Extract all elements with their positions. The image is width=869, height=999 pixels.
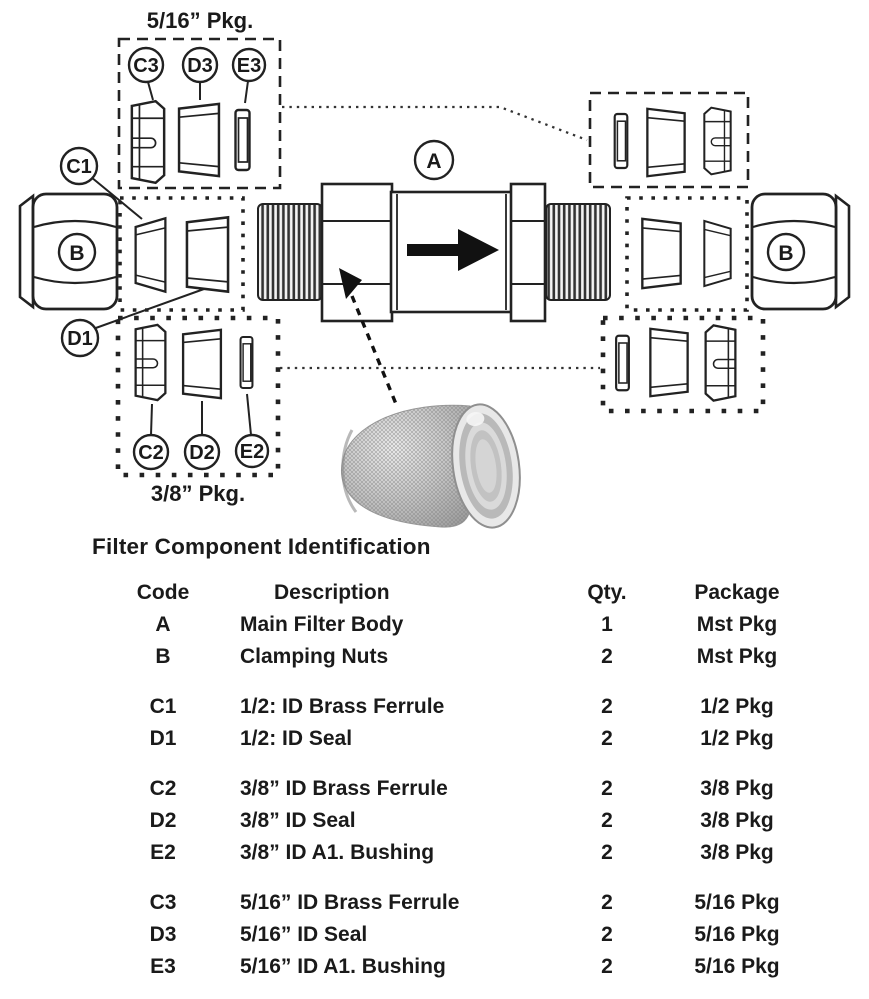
- ferrule-c1: [136, 218, 166, 292]
- ferrule-c3: [132, 101, 164, 183]
- col-header-code: Code: [136, 580, 190, 604]
- cell-code: D3: [149, 922, 177, 946]
- col-header-description: Description: [274, 580, 390, 604]
- bushing-right-bottom: [616, 336, 629, 391]
- cell-package: 5/16 Pkg: [694, 890, 780, 914]
- cell-package: 5/16 Pkg: [694, 922, 780, 946]
- seal-d2: [183, 330, 221, 398]
- cell-qty: 2: [601, 726, 613, 750]
- cell-code: E2: [150, 840, 176, 864]
- cell-code: C3: [149, 890, 177, 914]
- filter-screen-photo: [341, 400, 527, 532]
- cell-description: 5/16” ID A1. Bushing: [240, 954, 446, 978]
- pkg-38-label: 3/8” Pkg.: [150, 481, 246, 506]
- cell-qty: 2: [601, 840, 613, 864]
- table-row: [98, 772, 798, 804]
- ferrule-right-mid: [704, 221, 730, 286]
- bushing-right-top: [615, 114, 628, 168]
- page-title: Filter Component Identification: [92, 534, 431, 559]
- cell-code: A: [155, 612, 171, 636]
- table-row: [98, 722, 798, 754]
- cell-package: 3/8 Pkg: [700, 840, 774, 864]
- connector-dots-top: [282, 107, 587, 140]
- component-table: [98, 576, 798, 982]
- table-row: [98, 804, 798, 836]
- cell-qty: 2: [601, 776, 613, 800]
- cell-qty: 2: [601, 890, 613, 914]
- cell-description: 3/8” ID Brass Ferrule: [240, 776, 448, 800]
- seal-d3: [179, 104, 219, 176]
- cell-description: 5/16” ID Brass Ferrule: [240, 890, 460, 914]
- label-d2: D2: [189, 442, 215, 464]
- cell-qty: 2: [601, 694, 613, 718]
- cell-package: 5/16 Pkg: [694, 954, 780, 978]
- bushing-e2: [241, 337, 253, 388]
- cell-package: Mst Pkg: [696, 612, 778, 636]
- cell-code: C2: [149, 776, 177, 800]
- cell-package: 3/8 Pkg: [700, 808, 774, 832]
- cell-description: 1/2: ID Seal: [240, 726, 353, 750]
- table-row: [98, 886, 798, 918]
- label-d3: D3: [187, 55, 213, 77]
- ferrule-right-bottom: [706, 325, 736, 400]
- cell-package: 1/2 Pkg: [700, 694, 774, 718]
- cell-package: 1/2 Pkg: [700, 726, 774, 750]
- cell-description: 5/16” ID Seal: [240, 922, 368, 946]
- label-d1: D1: [67, 328, 93, 350]
- label-a: A: [426, 150, 442, 173]
- table-row: [98, 836, 798, 868]
- label-b-right: B: [778, 242, 794, 265]
- pkg-516-label: 5/16” Pkg.: [146, 8, 254, 33]
- table-row: [98, 690, 798, 722]
- ferrule-c2: [136, 325, 166, 400]
- cell-description: 3/8” ID A1. Bushing: [240, 840, 435, 864]
- cell-qty: 2: [601, 922, 613, 946]
- cell-qty: 1: [601, 612, 613, 636]
- label-e3: E3: [236, 55, 262, 77]
- table-row: [98, 918, 798, 950]
- cell-code: D1: [149, 726, 177, 750]
- label-c1: C1: [66, 156, 92, 178]
- seal-d1: [187, 217, 228, 291]
- label-b-left: B: [69, 242, 85, 265]
- col-header-qty: Qty.: [587, 580, 627, 604]
- cell-description: 1/2: ID Brass Ferrule: [240, 694, 445, 718]
- cell-description: 3/8” ID Seal: [240, 808, 356, 832]
- table-header-row: [98, 576, 798, 608]
- label-c2: C2: [138, 442, 164, 464]
- table-row: [98, 950, 798, 982]
- cell-code: B: [155, 644, 171, 668]
- cell-description: Main Filter Body: [240, 612, 404, 636]
- cell-qty: 2: [601, 644, 613, 668]
- cell-package: Mst Pkg: [696, 644, 778, 668]
- cell-code: E3: [150, 954, 176, 978]
- seal-right-top: [647, 109, 684, 176]
- cell-package: 3/8 Pkg: [700, 776, 774, 800]
- label-e2: E2: [239, 441, 265, 463]
- seal-right-bottom: [650, 329, 687, 396]
- threads-left: [258, 204, 322, 300]
- bushing-e3: [236, 110, 250, 170]
- col-header-package: Package: [694, 580, 780, 604]
- ferrule-right-top: [704, 108, 730, 175]
- table-row: [98, 608, 798, 640]
- seal-right-mid: [642, 219, 680, 288]
- cell-description: Clamping Nuts: [240, 644, 389, 668]
- table-row: [98, 640, 798, 672]
- cell-code: D2: [149, 808, 177, 832]
- threads-right: [546, 204, 610, 300]
- cell-qty: 2: [601, 808, 613, 832]
- cell-qty: 2: [601, 954, 613, 978]
- label-c3: C3: [133, 55, 159, 77]
- cell-code: C1: [149, 694, 177, 718]
